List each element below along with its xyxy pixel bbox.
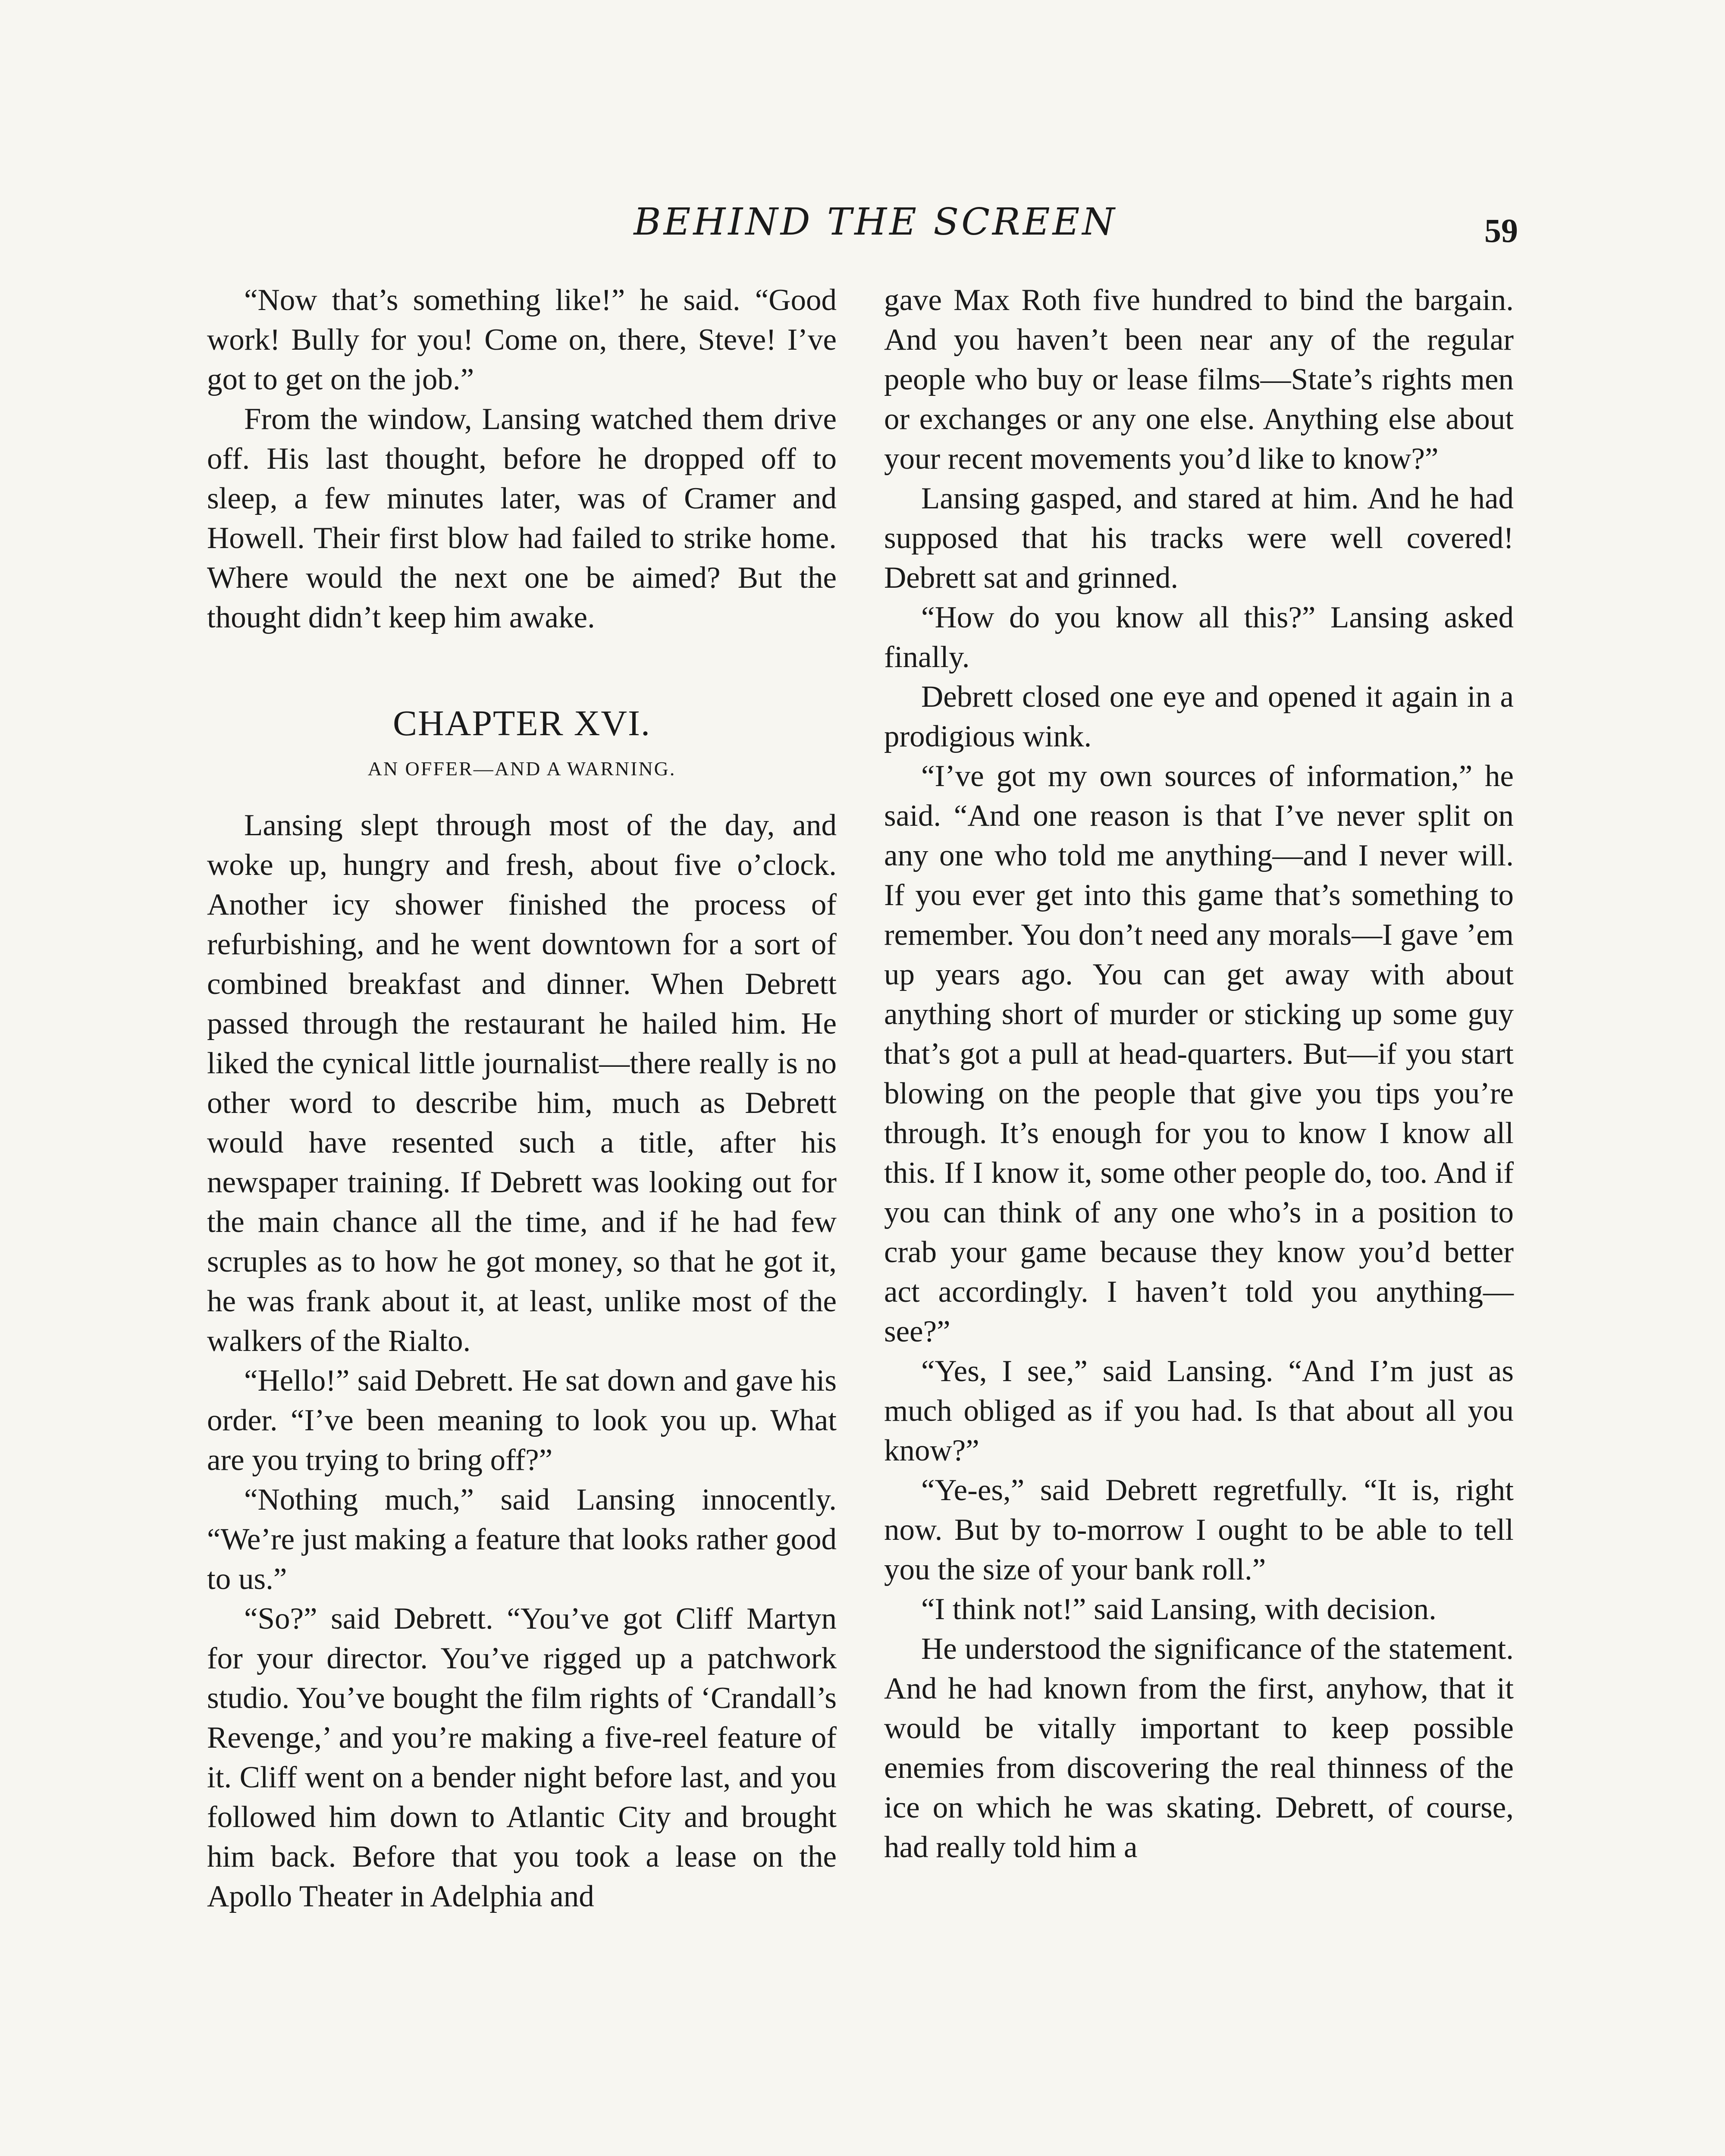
running-head-title: BEHIND THE SCREEN <box>634 201 1117 244</box>
paragraph: From the window, Lansing watched them drive off. His last thought, before he dropped off to sleep, a few minutes later, was of Cramer and Howell. Their first blow had failed to strike home. Where would the next one be aimed? But the thought didn’t keep him awake. <box>207 402 837 634</box>
left-column <box>207 280 837 1916</box>
page-number: 59 <box>1484 212 1518 249</box>
paragraph: “Hello!” said Debrett. He sat down and gave his order. “I’ve been meaning to look you up. What are you trying to bring off?” <box>207 1364 837 1477</box>
paragraph: Lansing gasped, and stared at him. And he had supposed that his tracks were well covered! Debrett sat and grinned. <box>884 482 1514 595</box>
paragraph: “Yes, I see,” said Lansing. “And I’m just as much obliged as if you had. Is that about all you know?” <box>884 1354 1514 1467</box>
paragraph: “Now that’s something like!” he said. “Good work! Bully for you! Come on, there, Steve! I’ve got to get on the job.” <box>207 283 837 396</box>
continued-paragraph: gave Max Roth five hundred to bind the bargain. And you haven’t been near any of the regular people who buy or lease films—State’s rights men or exchanges or any one else. Anything else about your recent movements you’d like to know?” <box>884 283 1514 476</box>
paragraph: “I think not!” said Lansing, with decision. <box>921 1592 1436 1626</box>
paragraph: “So?” said Debrett. “You’ve got Cliff Martyn for your director. You’ve rigged up a patchwork studio. You’ve bought the film rights of ‘Crandall’s Revenge,’ and you’re making a five-reel feature of it. Cliff went on a bender night before last, and you followed him down to Atlantic City and brought him back. Before that you took a lease on the Apollo Theater in Adelphia and <box>207 1602 837 1913</box>
paragraph: Lansing slept through most of the day, and woke up, hungry and fresh, about five o’clock. Another icy shower finished the process of refurbishing, and he went downtown for a sort of combined breakfast and dinner. When Debrett passed through the restaurant he hailed him. He liked the cynical little journalist—there really is no other word to describe him, much as Debrett would have resented such a title, after his newspaper training. If Debrett was looking out for the main chance all the time, and if he had few scruples as to how he got money, so that he got it, he was frank about it, at least, unlike most of the walkers of the Rialto. <box>207 808 837 1358</box>
right-column <box>884 280 1514 1867</box>
paragraph: He understood the significance of the statement. And he had known from the first, anyhow, that it would be vitally important to keep possible enemies from discovering the real thinness of the ice on which he was skating. Debrett, of course, had really told him a <box>884 1632 1514 1864</box>
paragraph: “I’ve got my own sources of information,” he said. “And one reason is that I’ve never split on any one who told me anything—and I never will. If you ever get into this game that’s something to remember. You don’t need any morals—I gave ’em up years ago. You can get away with about anything short of murder or sticking up some guy that’s got a pull at head-quarters. But—if you start blowing on the people that give you tips you’re through. It’s enough for you to know I know all this. If I know it, some other people do, too. And if you can think of any one who’s in a position to crab your game because they know you’d better act accordingly. I haven’t told you anything—see?” <box>884 759 1514 1348</box>
chapter-title: CHAPTER XVI. <box>392 703 651 743</box>
paragraph: “Ye-es,” said Debrett regretfully. “It is, right now. But by to-morrow I ought to be able to tell you the size of your bank roll.” <box>884 1473 1514 1586</box>
paragraph: Debrett closed one eye and opened it again in a prodigious wink. <box>884 680 1514 753</box>
paragraph: “Nothing much,” said Lansing innocently. “We’re just making a feature that looks rather good to us.” <box>207 1483 837 1596</box>
paragraph: “How do you know all this?” Lansing asked finally. <box>884 601 1514 674</box>
chapter-subtitle: AN OFFER—AND A WARNING. <box>367 758 676 780</box>
